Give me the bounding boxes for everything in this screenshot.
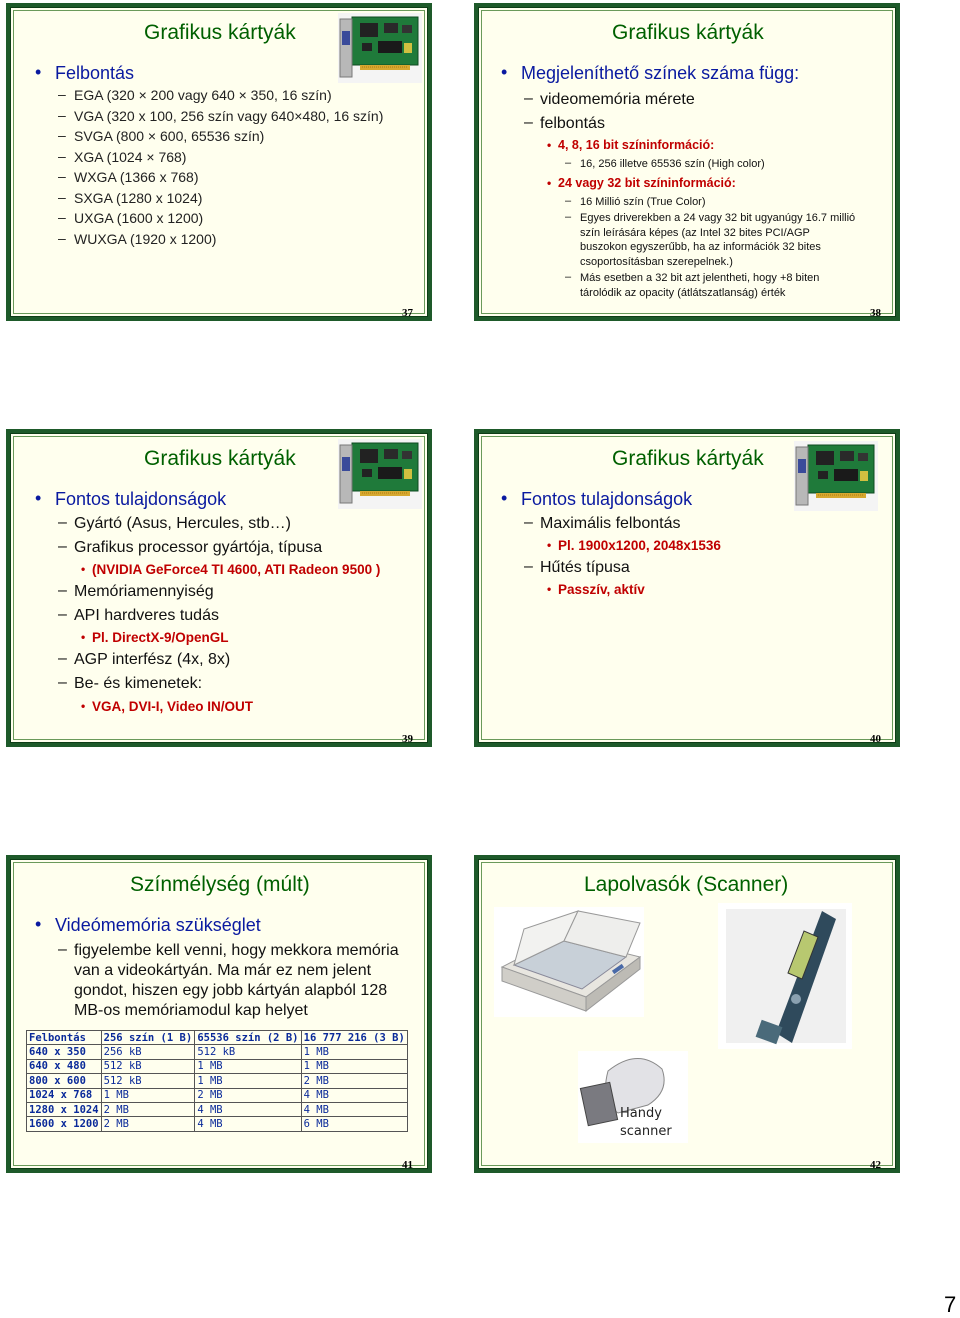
table-cell: 4 MB [301,1088,407,1102]
bullet-heading: • Videómemória szükséglet [55,915,261,936]
slide-number: 42 [870,1159,881,1171]
graphics-card-image [338,13,422,83]
slide-number: 39 [402,733,413,745]
sub-sub-item: • Passzív, aktív [558,582,645,597]
detail-line: – Más esetben a 32 bit azt jelentheti, hogy +8 biten [580,272,820,284]
table-cell: 4 MB [195,1102,301,1116]
detail-line: buszokon egyszerűbb, ha az információk 32 bites [580,241,821,253]
table-cell: 512 kB [101,1074,195,1088]
slide-number: 37 [402,307,413,319]
table-cell: 512 kB [101,1059,195,1073]
slide-title: Színmélység (múlt) [130,873,310,896]
table-cell: 640 x 350 [27,1045,102,1059]
sub-item: – videomemória mérete [540,91,695,109]
sub-sub-item: • VGA, DVI-I, Video IN/OUT [92,699,253,714]
table-row [27,1117,408,1131]
table-row [27,1102,408,1116]
detail-item [580,211,855,269]
handy-label: scanner [620,1124,672,1139]
sub-item: – Gyártó (Asus, Hercules, stb…) [74,515,291,533]
sub-item: – Grafikus processor gyártója, típusa [74,539,322,557]
sub-item: – Be- és kimenetek: [74,675,202,693]
slide-37 [6,3,432,321]
table-header-cell: 65536 szín (2 B) [195,1031,301,1045]
sub-item [74,941,399,1021]
table-cell: 1 MB [195,1059,301,1073]
table-row [27,1074,408,1088]
detail-item [580,271,819,300]
table-cell: 1280 x 1024 [27,1102,102,1116]
sub-sub-item: • (NVIDIA GeForce4 TI 4600, ATI Radeon 9500 ) [92,562,380,577]
slide-title: Grafikus kártyák [612,21,764,44]
slide-number: 41 [402,1159,413,1171]
table-cell: 1024 x 768 [27,1088,102,1102]
table-header-cell: Felbontás [27,1031,102,1045]
table-cell: 512 kB [195,1045,301,1059]
slide-title: Lapolvasók (Scanner) [584,873,789,896]
slide-title: Grafikus kártyák [144,447,296,470]
slide-title: Grafikus kártyák [612,447,764,470]
slide-title: Grafikus kártyák [144,21,296,44]
text-line: MB-os memóriamodul kap helyet [74,1002,308,1019]
table-header-cell: 256 szín (1 B) [101,1031,195,1045]
table-cell: 1600 x 1200 [27,1117,102,1131]
bullet-heading: • Fontos tulajdonságok [55,489,226,510]
sub-sub-item: • 24 vagy 32 bit színinformáció: [558,176,736,190]
table-cell: 2 MB [101,1102,195,1116]
list-item: – UXGA (1600 x 1200) [74,210,203,226]
bullet-heading: • Megjeleníthető színek száma függ: [521,63,799,84]
text-line: van a videokártyán. Ma már ez nem jelent [74,962,372,979]
text-line: gondot, hiszen egy jobb kártyán alapból 128 [74,982,388,999]
sub-item: – API hardveres tudás [74,607,219,625]
table-cell: 2 MB [101,1117,195,1131]
sub-sub-item: • Pl. DirectX-9/OpenGL [92,630,229,645]
table-cell: 1 MB [301,1059,407,1073]
detail-item: – 16, 256 illetve 65536 szín (High color) [580,157,765,172]
table-cell: 6 MB [301,1117,407,1131]
table-header-row [27,1031,408,1045]
detail-line: tárolódik az opacity (átlátszatlanság) érték [580,286,786,299]
handy-scanner-image [578,1051,688,1143]
graphics-card-image [338,439,422,509]
sub-item: – Memóriamennyiség [74,583,214,601]
table-row [27,1059,408,1073]
table-cell: 256 kB [101,1045,195,1059]
slide-38 [474,3,900,321]
sub-sub-item: • Pl. 1900x1200, 2048x1536 [558,538,721,553]
slide-number: 38 [870,307,881,319]
handy-label: Handy [620,1106,662,1121]
table-row [27,1088,408,1102]
slide-42 [474,855,900,1173]
bullet-heading: • Fontos tulajdonságok [521,489,692,510]
list-item: – WUXGA (1920 x 1200) [74,231,216,247]
sub-item: – Hűtés típusa [540,559,630,577]
sub-item: – felbontás [540,115,605,133]
slide-40 [474,429,900,747]
page-number: 7 [944,1292,957,1317]
table-header-cell: 16 777 216 (3 B) [301,1031,407,1045]
detail-line: szín leírására képes (az Intel 32 bites PCI/AGP [580,226,810,239]
table-cell: 640 x 480 [27,1059,102,1073]
detail-line: – Egyes driverekben a 24 vagy 32 bit ugyanúgy 16.7 millió [580,212,856,224]
slide-41 [6,855,432,1173]
table-cell: 800 x 600 [27,1074,102,1088]
detail-item: – 16 Millió szín (True Color) [580,195,706,210]
flatbed-scanner-image [494,907,644,1017]
graphics-card-image [794,441,878,511]
detail-line: csoportosításban szerepelnek.) [580,255,733,268]
list-item: – VGA (320 x 100, 256 szín vagy 640×480, 16 szín) [74,108,383,124]
slide-number: 40 [870,733,881,745]
list-item: – WXGA (1366 x 768) [74,169,199,185]
slide-39 [6,429,432,747]
list-item: – EGA (320 × 200 vagy 640 × 350, 16 szín) [74,87,332,103]
sub-sub-item: • 4, 8, 16 bit színinformáció: [558,138,714,152]
list-item: – XGA (1024 × 768) [74,149,186,165]
text-line: – figyelembe kell venni, hogy mekkora memória [74,942,399,959]
pen-scanner-image [718,903,852,1049]
list-item: – SXGA (1280 x 1024) [74,190,202,206]
table-cell: 1 MB [101,1088,195,1102]
bullet-heading: • Felbontás [55,63,134,84]
table-cell: 4 MB [195,1117,301,1131]
table-cell: 2 MB [195,1088,301,1102]
sub-item: – Maximális felbontás [540,515,681,533]
table-cell: 2 MB [301,1074,407,1088]
table-cell: 1 MB [301,1045,407,1059]
sub-item: – AGP interfész (4x, 8x) [74,651,230,669]
table-cell: 1 MB [195,1074,301,1088]
list-item: – SVGA (800 × 600, 65536 szín) [74,128,264,144]
table-cell: 4 MB [301,1102,407,1116]
memory-table [26,1030,408,1132]
table-row [27,1045,408,1059]
